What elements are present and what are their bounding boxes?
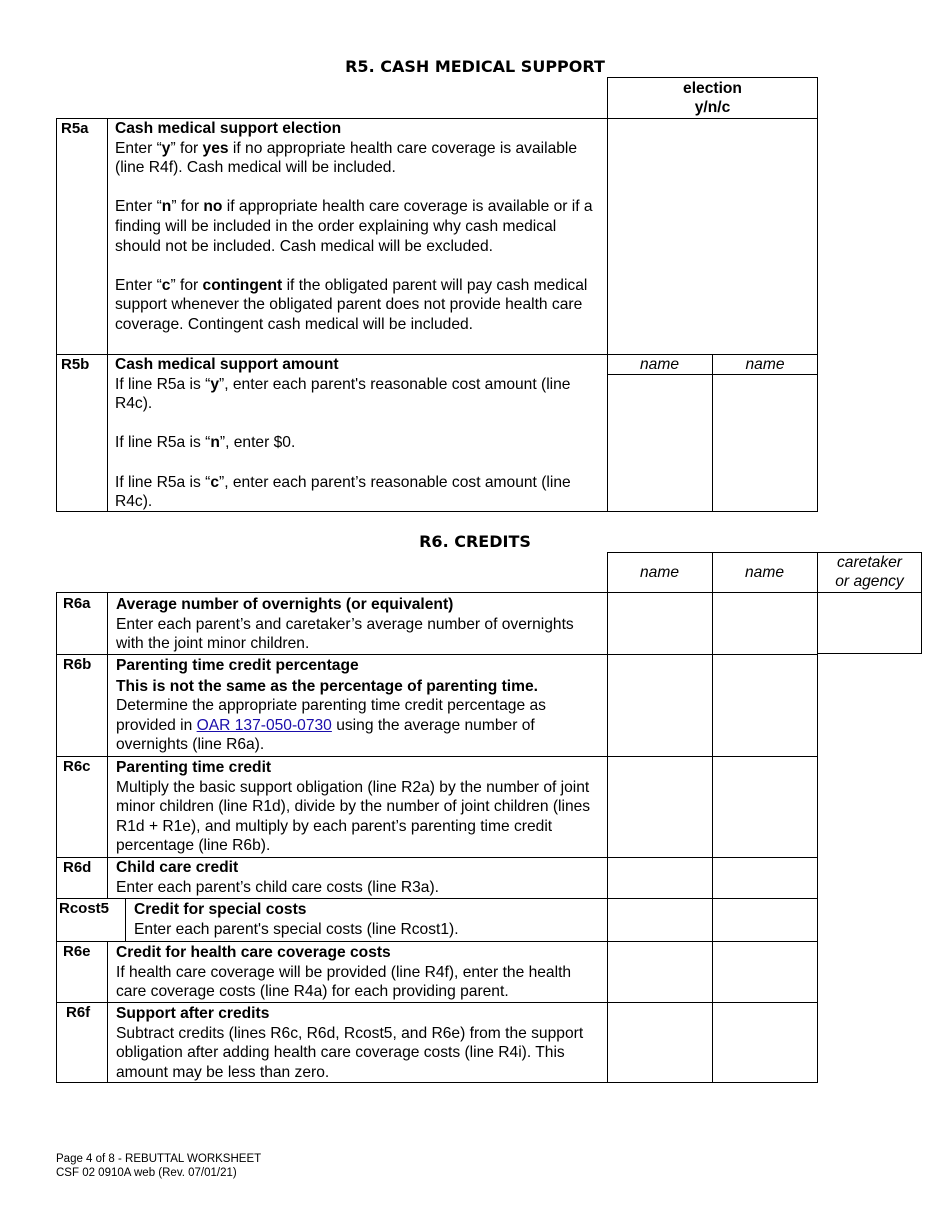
text: caretaker — [836, 554, 902, 571]
text: using the average number of overnights (line R6a). — [116, 716, 535, 754]
election-header — [607, 79, 818, 117]
r6a-input-name-2[interactable] — [713, 593, 816, 653]
text: if the obligated parent will pay cash medical support whenever the obligated parent does not provide health care coverage. Contingent cash medical will be included. — [115, 276, 588, 333]
r6b-body — [116, 696, 604, 755]
r6a-heading: Average number of overnights (or equivalent) — [116, 596, 454, 613]
row-code-r6a: R6a — [63, 595, 91, 612]
row-code-r6d: R6d — [63, 859, 92, 876]
text: y — [210, 375, 220, 393]
text: Enter “ — [115, 198, 162, 216]
rcost5-input-name-1[interactable] — [608, 899, 711, 940]
oar-link[interactable]: OAR 137-050-0730 — [196, 716, 332, 734]
r5b-paragraph-2 — [115, 433, 603, 453]
r5-divider-code — [107, 118, 108, 512]
text: contingent — [202, 276, 283, 294]
text: c — [161, 276, 171, 294]
text: ”, enter each parent’s reasonable cost amount (line R4c). — [115, 473, 571, 511]
r6f-input-name-2[interactable] — [713, 1003, 816, 1082]
text: Determine the appropriate parenting time credit percentage as provided in — [116, 697, 546, 734]
rcost5-text — [134, 900, 604, 939]
r6a-caretaker-cell[interactable] — [817, 592, 922, 654]
text: ” for — [170, 276, 203, 294]
footer — [56, 1153, 261, 1180]
r6a-body: Enter each parent’s and caretaker’s average number of overnights with the joint minor children. — [116, 615, 574, 653]
spacer — [115, 256, 603, 276]
r6e-text — [116, 943, 604, 1002]
r6b-text — [116, 656, 604, 755]
text: y — [161, 139, 171, 157]
r6b-heading: Parenting time credit percentage — [116, 657, 359, 674]
text: If line R5a is “ — [115, 473, 211, 491]
text: Enter “ — [115, 139, 162, 157]
text: If line R5a is “ — [115, 375, 211, 393]
r5b-paragraph-1 — [115, 375, 603, 414]
footer-page-info: Page 4 of 8 - REBUTTAL WORKSHEET — [56, 1153, 262, 1165]
rcost5-heading: Credit for special costs — [134, 901, 307, 918]
text: ”, enter each parent's reasonable cost amount (line R4c). — [115, 375, 571, 413]
section-title-r5: R5. CASH MEDICAL SUPPORT — [345, 57, 605, 76]
spacer — [115, 453, 603, 473]
row-code-r6e: R6e — [63, 943, 91, 960]
rcost5-body: Enter each parent's special costs (line Rcost1). — [134, 920, 459, 938]
r6a-text — [116, 595, 604, 654]
r5a-paragraph-3 — [115, 276, 603, 335]
r6d-input-name-2[interactable] — [713, 858, 816, 897]
text: no — [203, 198, 223, 216]
r6f-text — [116, 1004, 606, 1082]
r5a-election-input[interactable] — [608, 119, 817, 353]
r6b-input-name-2[interactable] — [713, 655, 816, 755]
r6b-note: This is not the same as the percentage of parenting time. — [116, 677, 538, 695]
r6c-text — [116, 758, 606, 856]
r6f-input-name-1[interactable] — [608, 1003, 711, 1082]
r6-divider-code-top — [107, 592, 108, 899]
row-code-r5a: R5a — [61, 120, 89, 137]
r6b-input-name-1[interactable] — [608, 655, 711, 755]
r6d-input-name-1[interactable] — [608, 858, 711, 897]
text: or agency — [835, 573, 904, 590]
r6a-input-name-1[interactable] — [608, 593, 711, 653]
spacer — [115, 414, 603, 434]
spacer — [115, 178, 603, 198]
r6-col-header-name-2: name — [744, 564, 784, 581]
r6d-text — [116, 858, 604, 897]
r5a-paragraph-2 — [115, 197, 603, 256]
election-header-line1: election — [683, 80, 742, 97]
r6-col-header-caretaker — [817, 553, 922, 591]
r6-divider-code-bottom — [107, 941, 108, 1083]
text: ”, enter $0. — [219, 434, 296, 452]
row-code-r5b: R5b — [61, 356, 90, 373]
text: Enter “ — [115, 276, 162, 294]
r6f-heading: Support after credits — [116, 1005, 270, 1022]
text: ” for — [171, 198, 204, 216]
row-code-r6b: R6b — [63, 656, 92, 673]
r6c-input-name-1[interactable] — [608, 757, 711, 856]
election-header-line2: y/n/c — [694, 99, 731, 116]
r6c-input-name-2[interactable] — [713, 757, 816, 856]
text: if no appropriate health care coverage is available (line R4f). Cash medical will be included. — [115, 139, 578, 177]
row-code-r6c: R6c — [63, 758, 91, 775]
rcost5-input-name-2[interactable] — [713, 899, 816, 940]
text: If line R5a is “ — [115, 434, 211, 452]
rcost5-divider-code — [125, 898, 126, 942]
r6-col-header-name-1: name — [639, 564, 679, 581]
r5b-paragraph-3 — [115, 473, 603, 512]
row-code-r6f: R6f — [66, 1004, 91, 1021]
r6d-body: Enter each parent’s child care costs (line R3a). — [116, 878, 440, 896]
r5b-col-header-name-2: name — [745, 356, 785, 373]
footer-form-id: CSF 02 0910A web (Rev. 07/01/21) — [56, 1166, 237, 1179]
r5b-input-name-2[interactable] — [713, 375, 817, 511]
r5a-text — [115, 119, 603, 335]
r6e-input-name-1[interactable] — [608, 942, 711, 1001]
r5b-text — [115, 355, 603, 512]
text: n — [161, 198, 172, 216]
r6d-heading: Child care credit — [116, 859, 239, 876]
r5a-paragraph-1 — [115, 139, 603, 178]
r6c-body: Multiply the basic support obligation (line R2a) by the number of joint minor children (line R1d), divide by the number of joint children (lines R1d + R1e), and multiply by each parent’s parenting time credit percentage (line R6b). — [116, 778, 591, 855]
text: yes — [202, 139, 229, 157]
r6c-heading: Parenting time credit — [116, 759, 272, 776]
r6e-input-name-2[interactable] — [713, 942, 816, 1001]
r5b-input-name-1[interactable] — [608, 375, 711, 511]
r6f-body: Subtract credits (lines R6c, R6d, Rcost5, and R6e) from the support obligation after adding health care coverage costs (line R4i). This amount may be less than zero. — [116, 1024, 584, 1081]
text: n — [210, 434, 220, 452]
r6e-body: If health care coverage will be provided (line R4f), enter the health care coverage costs (line R4a) for each providing parent. — [116, 963, 572, 1001]
text: c — [210, 473, 220, 491]
section-title-r6: R6. CREDITS — [419, 532, 531, 551]
text: ” for — [170, 139, 203, 157]
r6e-heading: Credit for health care coverage costs — [116, 944, 391, 961]
row-code-rcost5: Rcost5 — [59, 900, 110, 917]
text: if appropriate health care coverage is available or if a finding will be included in the order explaining why cash medical should not be included. Cash medical will be excluded. — [115, 198, 593, 255]
r5a-heading: Cash medical support election — [115, 120, 342, 137]
r5b-heading: Cash medical support amount — [115, 356, 339, 373]
r5b-col-header-name-1: name — [639, 356, 679, 373]
